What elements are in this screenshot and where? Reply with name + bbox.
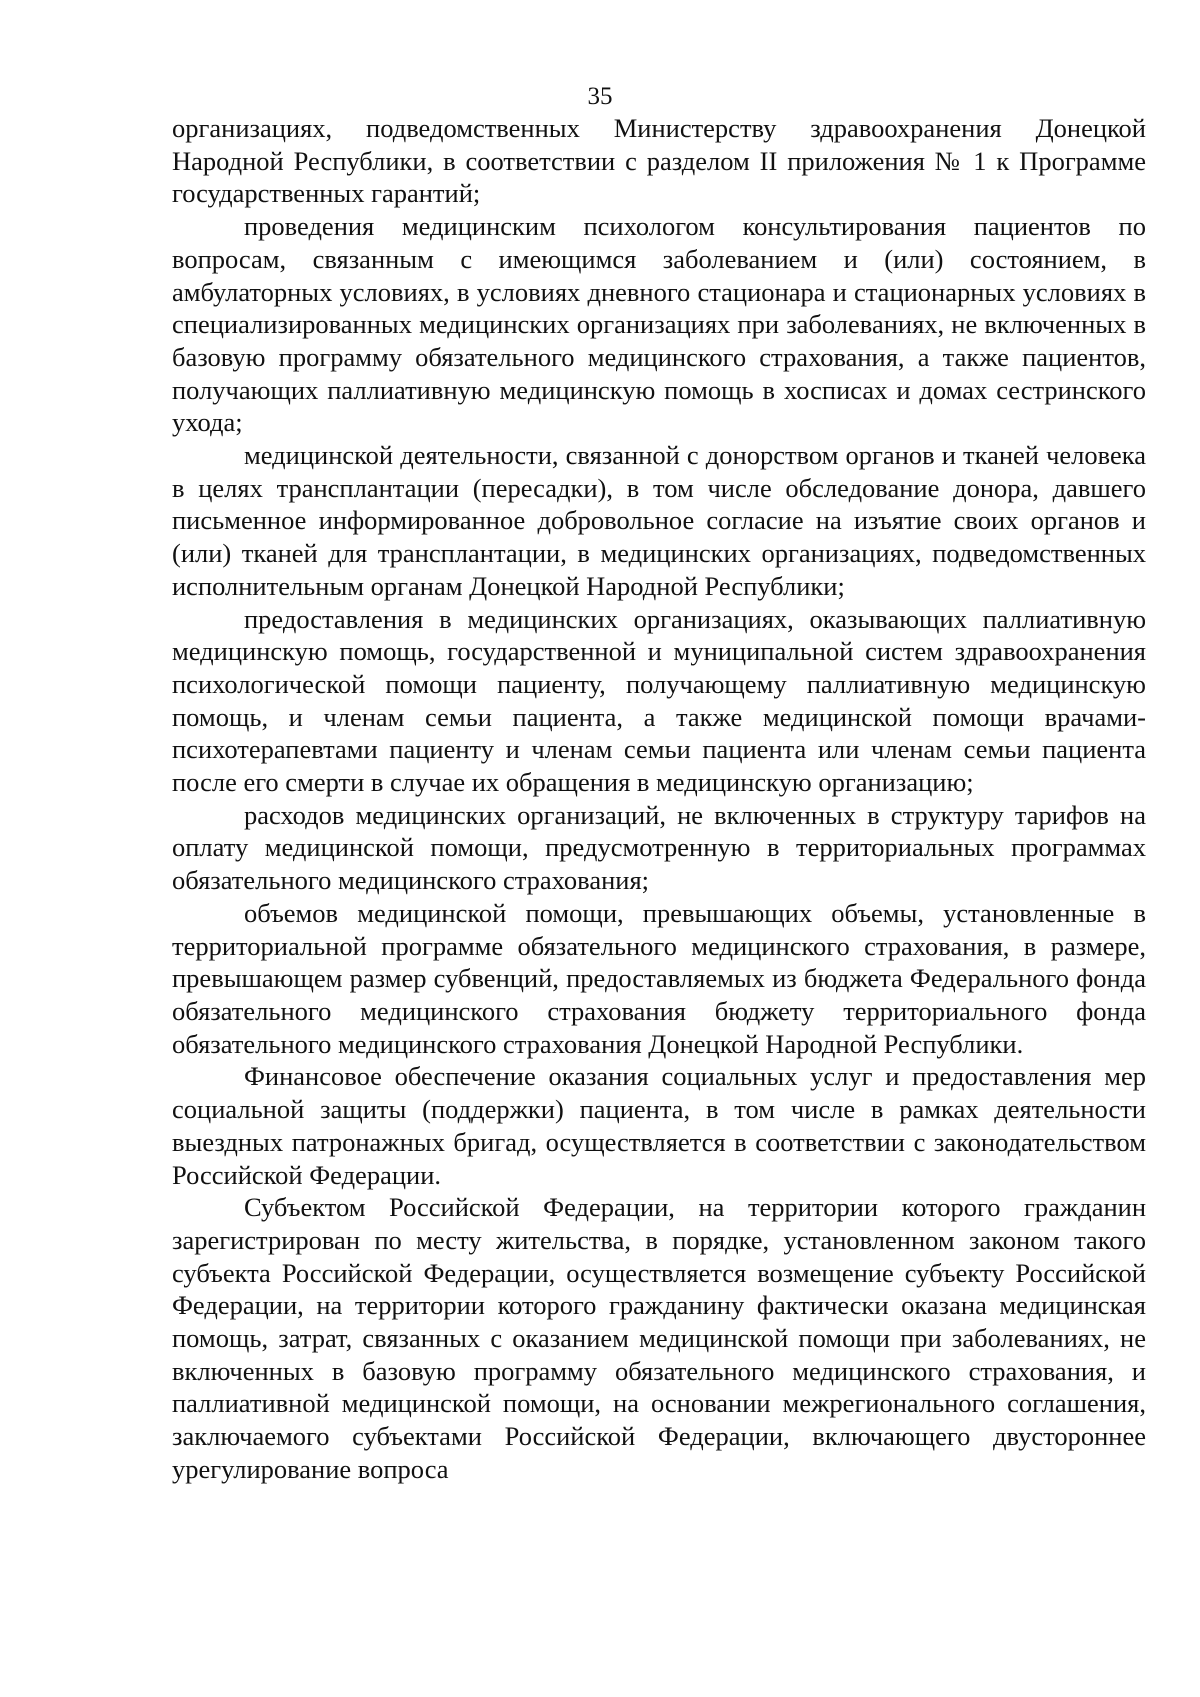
- paragraph: медицинской деятельности, связанной с донорством органов и тканей человека в целях трансплантации (пересадки), в том числе обследование донора, давшего письменное информированное добровольное согласие на изъятие своих органов и (или) тканей для трансплантации, в медицинских организациях, подведомственных исполнительным органам Донецкой Народной Республики;: [172, 440, 1146, 601]
- paragraph: объемов медицинской помощи, превышающих объемы, установленные в территориальной программе обязательного медицинского страхования, в размере, превышающем размер субвенций, предоставляемых из бюджета Федерального фонда обязательного медицинского страхования бюджету территориального фонда обязательного медицинского страхования Донецкой Народной Республики.: [172, 897, 1146, 1059]
- paragraph: организациях, подведомственных Министерству здравоохранения Донецкой Народной Республики, в соответствии с разделом II приложения № 1 к Программе государственных гарантий;: [172, 113, 1146, 209]
- page-number: 35: [587, 83, 613, 110]
- document-body: [172, 112, 1146, 1486]
- paragraph: проведения медицинским психологом консультирования пациентов по вопросам, связанным с имеющимся заболеванием и (или) состоянием, в амбулаторных условиях, в условиях дневного стационара и стационарных условиях в специализированных медицинских организациях при заболеваниях, не включенных в базовую программу обязательного медицинского страхования, а также пациентов, получающих паллиативную медицинскую помощь в хосписах и домах сестринского ухода;: [172, 211, 1146, 438]
- paragraph: Субъектом Российской Федерации, на территории которого гражданин зарегистрирован по месту жительства, в порядке, установленном законом такого субъекта Российской Федерации, осуществляется возмещение субъекту Российской Федерации, на территории которого гражданину фактически оказана медицинская помощь, затрат, связанных с оказанием медицинской помощи при заболеваниях, не включенных в базовую программу обязательного медицинского страхования, и паллиативной медицинской помощи, на основании межрегионального соглашения, заключаемого субъектами Российской Федерации, включающего двустороннее урегулирование вопроса: [172, 1192, 1146, 1484]
- paragraph: расходов медицинских организаций, не включенных в структуру тарифов на оплату медицинской помощи, предусмотренную в территориальных программах обязательного медицинского страхования;: [172, 799, 1146, 896]
- paragraph: предоставления в медицинских организациях, оказывающих паллиативную медицинскую помощь, государственной и муниципальной систем здравоохранения психологической помощи пациенту, получающему паллиативную медицинскую помощь, и членам семьи пациента, а также медицинской помощи врачами-психотерапевтами пациенту и членам семьи пациента или членам семьи пациента после его смерти в случае их обращения в медицинскую организацию;: [172, 603, 1146, 798]
- paragraph: Финансовое обеспечение оказания социальных услуг и предоставления мер социальной защиты (поддержки) пациента, в том числе в рамках деятельности выездных патронажных бригад, осуществляется в соответствии с законодательством Российской Федерации.: [172, 1061, 1146, 1190]
